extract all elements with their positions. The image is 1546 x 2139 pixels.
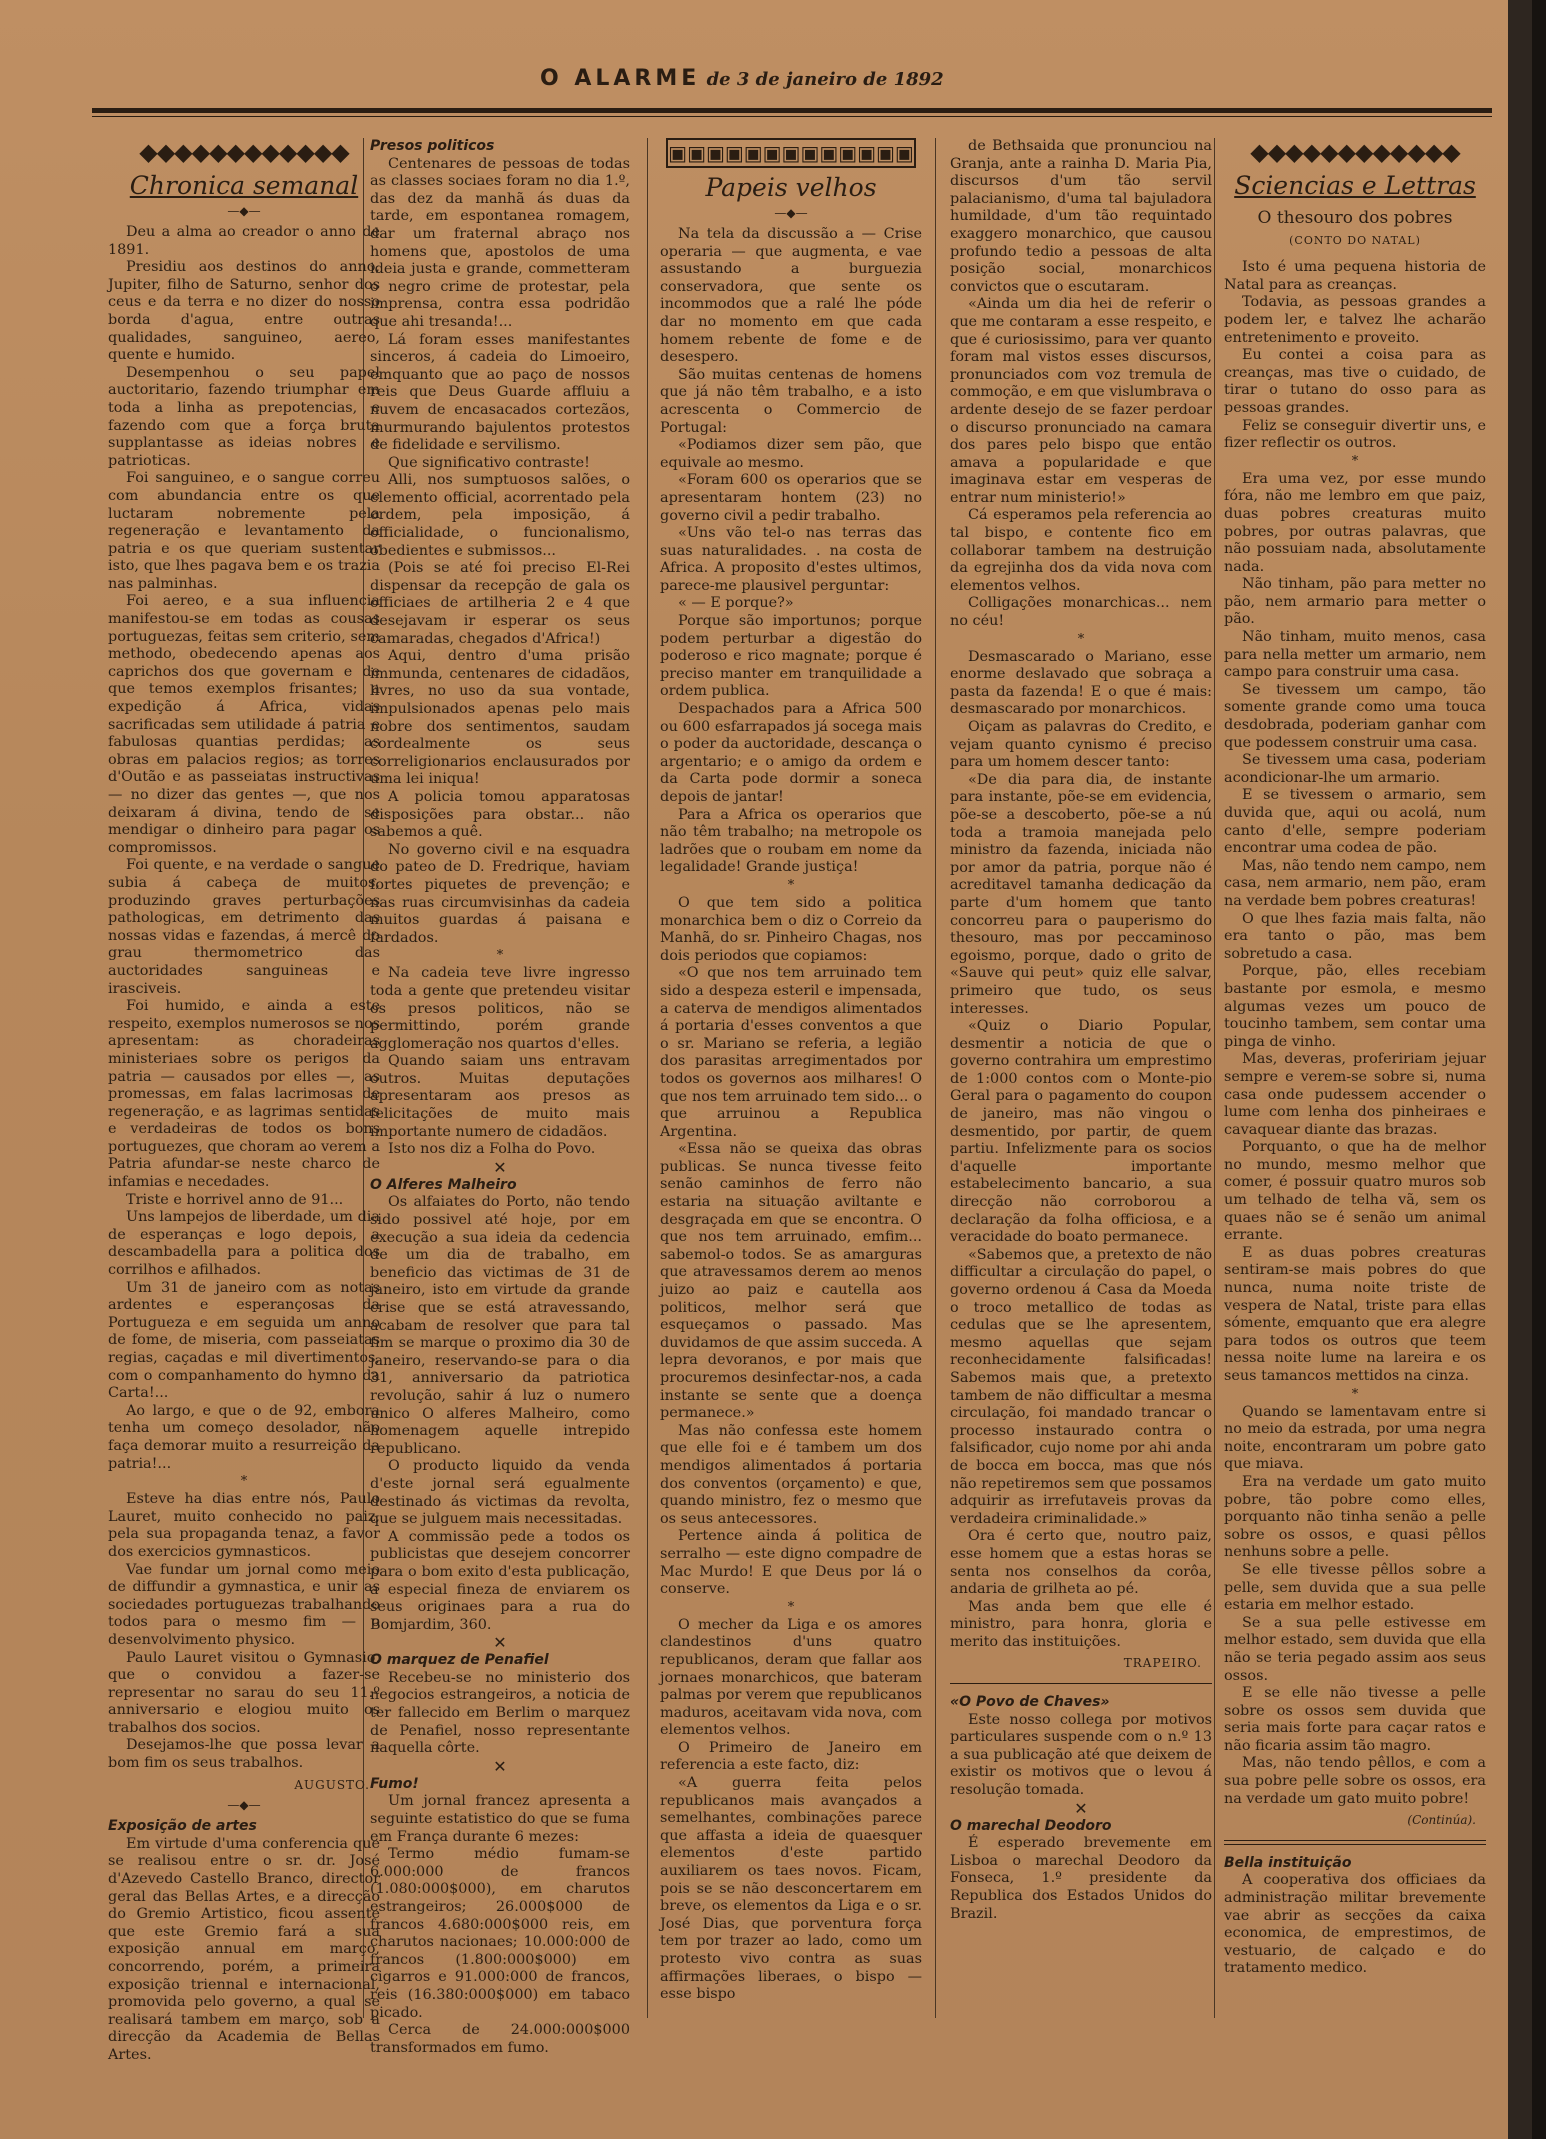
paragraph: Que significativo contraste! [388,454,590,471]
paragraph: Despachados para a Africa 500 ou 600 esfarrapados já socega mais o poder da auctoridade, descança o argentario; e o amigo da ordem e da Carta pode dormir a soneca depois de jantar! [660,701,922,805]
cross-separator: ✕ [1074,1798,1088,1818]
paragraph: Todavia, as pessoas grandes a podem ler, e talvez lhe acharão entretenimento e proveito. [1224,294,1486,346]
page-edge-dark [1532,0,1546,2139]
masthead-brand: O ALARME [540,66,701,91]
paragraph: O que tem sido a politica monarchica bem o diz o Correio da Manhã, do sr. Pinheiro Chagas, nos dois periodos que copiamos: [660,894,922,964]
paragraph: Foi aereo, e a sua influencia manifestou-se em todas as cousas portuguezas, feitas sem criterio, sem methodo, obedecendo apenas aos caprichos dos que governam e de que temos exemplos frisantes; a expedição á Africa, vidas sacrificadas sem utilidade á patria e fabulosas quantias perdidas; as obras em palacios regios; as torres d'Outão e as passeiatas instructivas — no dizer das gentes —, que nos deixaram á divina, tendo de se mendigar o dinheiro para pagar os compromissos. [108,593,380,856]
paragraph: Esteve ha dias entre nós, Paulo Lauret, muito conhecido no paiz, pela sua propaganda tenaz, a favor dos exercicios gymnasticos. [108,1491,380,1560]
column-5 [1224,138,1486,1978]
star-separator: * [1351,1386,1359,1402]
paragraph: (Pois se até foi preciso El-Rei dispensar da recepção de gala os officiaes de artilheria 2 e 4 que desejavam ir esperar os seus camaradas, chegados d'Africa!) [370,560,630,647]
section-title-chronica: Chronica semanal [129,171,359,200]
paragraph: Foi quente, e na verdade o sangue subia á cabeça de muitos, produzindo graves perturbações pathologicas, em detrimento das nossas vidas e fazendas, á mercê do grau thermometrico das auctoridades sanguineas e irasciveis. [108,857,380,997]
paragraph: Colligações monarchicas... nem no céu! [950,595,1212,630]
paragraph: Pertence ainda á politica de serralho — este digno compadre de Mac Murdo! E que Deus por lá o conserve. [660,1528,922,1598]
section-title-papeis: Papeis velhos [705,173,877,202]
section-rule [950,1683,1212,1684]
paragraph: Mas, deveras, profeririam jejuar sempre e verem-se sobre si, numa casa onde pudessem accender o lume com lenha dos pinheiraes e cavaquear diante das brazas. [1224,1051,1486,1138]
paragraph: Vae fundar um jornal como meio de diffundir a gymnastica, e unir as sociedades portuguezas trabalhando todos para o mesmo fim — o desenvolvimento physico. [108,1561,380,1648]
paragraph: Ao largo, e que o de 92, embora tenha um começo desolador, não faça demorar muito a resurreição da patria!... [108,1402,380,1472]
paragraph: Não tinham, muito menos, casa para nella metter um armario, nem campo para construir uma casa. [1224,629,1486,681]
paragraph: Triste e horrivel anno de 91... [126,1191,344,1208]
column-divider [647,138,648,2018]
paragraph: Isto nos diz a Folha do Povo. [388,1141,596,1158]
ornament-border: ◆◆◆◆◆◆◆◆◆◆◆◆ [139,138,349,166]
paragraph: Mas, não tendo nem campo, nem casa, nem armario, nem pão, eram na verdade bem pobres creaturas! [1224,857,1486,909]
paragraph: Eu contei a coisa para as creanças, mas tive o cuidado, de tirar o tutano do osso para as pessoas grandes. [1224,347,1486,416]
paragraph: Na cadeia teve livre ingresso toda a gente que pretendeu visitar os presos politicos, não se permittindo, porém grande agglomeração nos quartos d'elles. [370,965,630,1052]
paragraph: Mas anda bem que elle é ministro, para honra, gloria e merito das instituições. [950,1598,1212,1650]
paragraph: Isto é uma pequena historia de Natal para as creanças. [1224,259,1486,293]
title-divider: —◆— [774,206,808,220]
signature-trapeiro: TRAPEIRO. [1123,1656,1202,1671]
column-divider [935,138,936,2018]
greek-key-border: ▣▣▣▣▣▣▣▣▣▣▣▣▣ [666,138,916,168]
ornament-border: ◆◆◆◆◆◆◆◆◆◆◆◆ [1250,138,1460,166]
paragraph: Aqui, dentro d'uma prisão immunda, centenares de cidadãos, livres, no uso da sua vontade, impulsionados apenas pelo mais nobre dos sentimentos, saudam cordealmente os seus correligionarios enclausurados por uma lei iniqua! [370,648,630,788]
quote-paragraph: «Podiamos dizer sem pão, que equivale ao mesmo. [660,437,922,471]
headline-presos: Presos politicos [370,138,495,154]
paragraph: E se tivessem o armario, sem duvida que, aqui ou acolá, num canto d'elle, sempre poderiam encontrar uma codea de pão. [1224,787,1486,857]
paragraph: Ora é certo que, noutro paiz, esse homem que a estas horas se senta nos conselhos da corôa, andaria de grilheta ao pé. [950,1528,1212,1598]
paragraph: Presidiu aos destinos do anno, Jupiter, filho de Saturno, senhor dos ceus e da terra e no dizer do nosso borda d'agua, entre outras qualidades, sanguineo, aereo, quente e humido. [108,259,380,364]
paragraph: Um jornal francez apresenta a seguinte estatistico do que se fuma em França durante 6 mezes: [370,1793,630,1845]
paragraph: Se elle tivesse pêllos sobre a pelle, sem duvida que a sua pelle estaria em melhor estado. [1224,1561,1486,1614]
quote-paragraph: «Essa não se queixa das obras publicas. Se nunca tivesse feito senão caminhos de ferro não estaria na situação aviltante e desgraçada em que se encontra. O que nos tem arruinado, emfim... sabemol-o todos. Se as amarguras que atravessamos derem ao menos juizo ao paiz e cautella aos politicos, melhor será que esqueçamos o passado. Mas duvidamos de que assim succeda. A lepra devoranos, e por mais que procuremos desinfectar-nos, a cada instante se sente que a doença permanece.» [660,1141,922,1422]
paragraph: A policia tomou apparatosas disposições para obstar... não sabemos a quê. [370,788,630,841]
paragraph: Paulo Lauret visitou o Gymnasio, que o convidou a fazer-se representar no sarau do seu 11.º anniversario e elogiou muito os trabalhos dos socios. [108,1649,380,1736]
paragraph: São muitas centenas de homens que já não têm trabalho, e a isto acrescenta o Commercio de Portugal: [660,366,922,436]
masthead-date: de 3 de janeiro de 1892 [706,69,944,90]
column-1 [108,138,380,2065]
paragraph: O mecher da Liga e os amores clandestinos d'uns quatro republicanos, deram que fallar aos jornaes monarchicos, que bateram palmas por verem que republicanos maduros, aceitavam vida nova, com elementos velhos. [660,1616,922,1739]
quote-paragraph: « — E porque?» [678,595,794,612]
paragraph: Quando se lamentavam entre si no meio da estrada, por uma negra noite, encontraram um pobre gato que miava. [1224,1403,1486,1473]
paragraph: Oiçam as palavras do Credito, e vejam quanto cynismo é preciso para um homem descer tanto: [950,719,1212,771]
paragraph: Termo médio fumam-se 6.000:000 de francos (1.080:000$000), em charutos estrangeiros; 26.000$000 de francos 4.680:000$000 reis, em charutos nacionaes; 10.000:000 de francos (1.800:000$000) em cigarros e 91.000:000 de francos, reis (16.380:000$000) em tabaco picado. [370,1846,630,2021]
paragraph: Se a sua pelle estivesse em melhor estado, sem duvida que ella não se teria pegado assim aos seus ossos. [1224,1614,1486,1684]
cross-separator: ✕ [493,1157,507,1177]
quote-paragraph: «Foram 600 os operarios que se apresentaram hontem (23) no governo civil a pedir trabalho. [660,472,922,524]
paragraph: A cooperativa dos officiaes da administração militar brevemente vae abrir as secções da caixa economica, de emprestimos, de vestuario, de calçado e do tratamento medico. [1224,1872,1486,1977]
paragraph: A commissão pede a todos os publicistas que desejem concorrer para o bom exito d'esta publicação, a especial fineza de enviarem os seus originaes para a rua do Bomjardim, 360. [370,1528,630,1633]
paragraph: Foi humido, e ainda a este respeito, exemplos numerosos se nos apresentam: as choradeiras ministeriaes sobre os perigos da patria — causados por elles —, as promessas, em falas lacrimosas de regeneração, e as lagrimas sentidas e verdadeiras de todos os bons portuguezes, que choram ao verem a Patria afundar-se neste charco de infamias e necedades. [108,998,380,1191]
paragraph: Não tinham, pão para metter no pão, nem armario para metter o pão. [1224,576,1486,628]
cross-separator: ✕ [493,1633,507,1653]
header-rule [92,108,1492,113]
headline-alferes: O Alferes Malheiro [370,1176,517,1193]
paragraph: Quando saiam uns entravam outros. Muitas deputações apresentaram aos presos as felicitações de muito mais importante numero de cidadãos. [370,1053,630,1140]
paragraph: Alli, nos sumptuosos salões, o elemento official, acorrentado pela ordem, pela imposição, á officialidade, o funcionalismo, obedientes e submissos... [370,472,630,559]
column-divider [1214,138,1215,2018]
quote-paragraph: «A guerra feita pelos republicanos mais avançados a semelhantes, combinações parece que affasta a ideia de quaesquer elementos d'este partido auxiliarem os taes novos. Ficam, pois se se não desconcertarem em breve, os elementos da Liga e o sr. José Dias, que porventura força tem por trazer ao lado, como um protesto vivo contra as suas affirmações liberaes, o bispo — esse bispo [660,1775,922,2003]
section-rule [1224,1840,1486,1845]
paragraph: Porque, pão, elles recebiam bastante por esmola, e mesmo algumas vezes um pouco de toucinho tambem, sem contar uma pinga de vinho. [1224,963,1486,1050]
signature-augusto: AUGUSTO. [294,1777,370,1792]
paragraph: Porquanto, o que ha de melhor no mundo, mesmo melhor que comer, é possuir quatro muros sob um telhado de telha vã, sem os quaes não se é senão um animal errante. [1224,1139,1486,1244]
cross-separator: ✕ [493,1756,507,1776]
chronica-body [108,224,380,1473]
headline-povo-chaves: «O Povo de Chaves» [950,1694,1110,1711]
paragraph: Se tivessem um campo, tão somente grande como uma touca desdobrada, poderiam ganhar com que podessem construir uma casa. [1224,681,1486,751]
paragraph: E se elle não tivesse a pelle sobre os ossos sem duvida que seria mais forte para caçar ratos e não ficaria assim tão magro. [1224,1685,1486,1754]
star-separator: * [1077,631,1085,647]
column-4 [950,138,1212,1923]
paragraph: Este nosso collega por motivos particulares suspende com o n.º 13 a sua publicação até que deixem de existir os motivos que o levou á resolução tomada. [950,1711,1212,1799]
paragraph: Mas, não tendo pêllos, e com a sua pobre pelle sobre os ossos, era na verdade um gato muito pobre! [1224,1755,1486,1807]
star-separator: * [240,1474,248,1490]
quote-paragraph: «Quiz o Diario Popular, desmentir a noticia de que o governo contrahira um emprestimo de 1:000 contos com o Monte-pio Geral para o pagamento do coupon de janeiro, mas não vingou o desmentido, por partir, de quem partiu. Infelizmente para os socios d'aquelle importante estabelecimento bancario, a sua direcção não corroborou a declaração da folha officiosa, e a veracidade do boato permanece. [950,1018,1212,1246]
paragraph: Na tela da discussão a — Crise operaria — que augmenta, e vae assustando a burguezia conservadora, que sente os incommodos que a ralé lhe póde dar no momento em que cada homem rebente de fome e de desespero. [660,226,922,366]
headline-fumo: Fumo! [370,1775,419,1792]
column-2 [370,138,630,2057]
paragraph: Em virtude d'uma conferencia que se realisou entre o sr. dr. José d'Azevedo Castello Branco, director geral das Bellas Artes, e a direcção do Gremio Artistico, ficou assente que este Gremio fará a sua exposição annual em março, concorrendo, porém, a primeira exposição triennal e internacional, promovida pelo governo, a qual se realisará tambem em março, sob a direcção da Academia de Bellas Artes. [108,1835,380,2063]
paragraph: Desempenhou o seu papel auctoritario, fazendo triumphar em toda a linha as prepotencias, e fazendo com que a força bruta supplantasse as ideias nobres e patrioticas. [108,364,380,469]
paragraph: E as duas pobres creaturas sentiram-se mais pobres do que nunca, numa noite triste de vespera de Natal, triste para ellas sómente, emquanto que era alegre para todos os outros que teem nessa noite lume na lareira e os seus tamancos mettidos na cinza. [1224,1244,1486,1384]
star-separator: * [787,1599,795,1615]
quote-paragraph: «Sabemos que, a pretexto de não difficultar a circulação do papel, o governo ordenou á Casa da Moeda o troco metallico de todas as cedulas que se lhe apresentem, mesmo aquellas que sejam reconhecidamente falsificadas! Sabemos mais que, a pretexto tambem de não difficultar a mesma circulação, foi mandado trancar o processo instaurado contra o falsificador, cujo nome por ahi anda de bocca em bocca, mas que nós não repetiremos sem que possamos adquirir as irrefutaveis provas da verdadeira criminalidade.» [950,1246,1212,1527]
header-rule-thin [92,116,1492,117]
headline-marquez: O marquez de Penafiel [370,1652,549,1669]
paragraph: É esperado brevemente em Lisboa o marechal Deodoro da Fonseca, 1.º presidente da Republica dos Estados Unidos do Brazil. [950,1835,1212,1922]
paragraph: Porque são importunos; porque podem perturbar a digestão do poderoso e rico magnate; porque é preciso manter em tranquilidade a ordem publica. [660,613,922,700]
paragraph: Foi sanguineo, e o sangue correu com abundancia entre os que luctaram nobremente pela regeneração e levantamento da patria e os que queriam sustentar isto, que lhes pagava bem e os trazia nas palminhas. [108,470,380,592]
story-kicker: (CONTO DO NATAL) [1289,233,1421,247]
quote-paragraph: «O que nos tem arruinado tem sido a despeza esteril e impensada, a caterva de mendigos alimentados á portaria d'esses conventos a que o sr. Mariano se referia, a legião dos parasitas arregimentados por todos os governos aos milhares! O que nos tem arruinado tem sido... o que arruinou a Republica Argentina. [660,965,922,1140]
paragraph: Recebeu-se no ministerio dos negocios estrangeiros, a noticia de ter fallecido em Berlim o marquez de Penafiel, nosso representante naquella côrte. [370,1669,630,1757]
section-divider: —◆— [227,1798,261,1813]
paragraph: O que lhes fazia mais falta, não era tanto o pão, mas bem sobretudo a casa. [1224,910,1486,962]
quote-paragraph: «Ainda um dia hei de referir o que me contaram a esse respeito, e que é curiosissimo, para ver quanto foram mal vistos esses discursos, pronunciados com voz tremula de commoção, e em que vislumbrava o ardente desejo de se fazer perdoar o discurso pronunciado na camara dos pares pelo bispo que então amava a popularidade e que imaginava estar em vesperas de entrar num ministerio!» [950,296,1212,506]
paragraph: O Primeiro de Janeiro em referencia a este facto, diz: [660,1739,922,1774]
headline-exposicao: Exposição de artes [108,1818,257,1835]
paragraph: Um 31 de janeiro com as notas ardentes e esperançosas da Portugueza e em seguida um anno de fome, de miseria, com passeiatas regias, caçadas e mil divertimentos, com o companhamento do hymno da Carta!... [108,1279,380,1402]
paragraph: Era uma vez, por esse mundo fóra, não me lembro em que paiz, duas pobres creaturas muito pobres, por outras palavras, que não possuiam nada, absolutamente nada. [1224,470,1486,575]
paragraph: Cá esperamos pela referencia ao tal bispo, e contente fico em collaborar tambem na destruição da egrejinha dos da vida nova com elementos velhos. [950,507,1212,594]
headline-bella: Bella instituição [1224,1854,1352,1871]
paragraph: Os alfaiates do Porto, não tendo sido possivel até hoje, por em execução a sua ideia da cedencia de um dia de trabalho, em beneficio das victimas de 31 de janeiro, isto em virtude da grande crise que se está atravessando, acabam de resolver que para tal fim se marque o proximo dia 30 de janeiro, reservando-se para o dia 31, anniversario da patriotica revolução, sahir á luz o numero unico O alferes Malheiro, como homenagem aquelle intrepido republicano. [370,1194,630,1457]
star-separator: * [787,877,795,893]
paragraph: Para a Africa os operarios que não têm trabalho; na metropole os ladrões que o roubam em nome da legalidade! Grande justiça! [660,806,922,876]
quote-paragraph: «De dia para dia, de instante para instante, põe-se em evidencia, põe-se a descoberto, põe-se a nú toda a tramoia manejada pelo ministro da fazenda, iniciada não por amor da patria, porque não é acreditavel tamanha dedicação da parte d'um homem que tanto concorreu para o pauperismo do thesouro, mas por peccaminoso egoismo, porque, dado o grito de «Sauve qui peut» quiz elle salvar, primeiro que tudo, os seus interesses. [950,771,1212,1017]
paragraph: de Bethsaida que pronunciou na Granja, ante a rainha D. Maria Pia, discursos d'um tão servil palacianismo, d'uma tal bajuladora humildade, d'um tão requintado exaggero monarchico, que causou profundo tedio a pessoas de alta posição social, monarchicos convictos que o escutaram. [950,138,1212,295]
column-3 [660,138,922,2004]
star-separator: * [496,948,504,964]
paragraph: Uns lampejos de liberdade, um dia de esperanças e logo depois, a descambadella para a politica dos corrilhos e afilhados. [108,1209,380,1279]
quote-paragraph: «Uns vão tel-o nas terras das suas naturalidades. . na costa de Africa. A proposito d'estes ultimos, parece-me plausivel perguntar: [660,525,922,594]
paragraph: Desejamos-lhe que possa levar a bom fim os seus trabalhos. [108,1737,380,1772]
paragraph: Deu a alma ao creador o anno de 1891. [108,224,380,258]
paragraph: Cerca de 24.000:000$000 transformados em fumo. [370,2022,630,2056]
paragraph: Era na verdade um gato muito pobre, tão pobre como elles, porquanto não tinha senão a pelle sobre os ossos, e quasi pêllos nenhuns sobre a pelle. [1224,1473,1486,1561]
paragraph: Se tivessem uma casa, poderiam acondicionar-lhe um armario. [1224,752,1486,786]
paragraph: O producto liquido da venda d'este jornal será egualmente destinado ás victimas da revolta, que se julguem mais necessitadas. [370,1458,630,1528]
title-divider: —◆— [227,204,261,218]
continua-note: (Continúa). [1407,1813,1476,1828]
headline-marechal: O marechal Deodoro [950,1817,1112,1834]
paragraph: Feliz se conseguir divertir uns, e fizer reflectir os outros. [1224,417,1486,452]
paragraph: Desmascarado o Mariano, esse enorme deslavado que sobraça a pasta da fazenda! E o que é mais: desmascarado por monarchicos. [950,648,1212,718]
paragraph: Centenares de pessoas de todas as classes sociaes foram no dia 1.º, das dez da manhã ás duas da tarde, em espontanea romagem, dar um fraternal abraço nos homens que, apostolos de uma ideia justa e grande, commetteram o negro crime de protestar, pela imprensa, contra essa podridão que ahi tresanda!... [370,155,630,330]
story-title: O thesouro dos pobres [1257,208,1453,228]
section-title-sciencias: Sciencias e Lettras [1234,171,1476,200]
paragraph: No governo civil e na esquadra do pateo de D. Fredrique, haviam fortes piquetes de prevenção; e nas ruas circumvisinhas da cadeia muitos guardas á paisana e fardados. [370,841,630,946]
star-separator: * [1351,453,1359,469]
masthead [540,66,1100,96]
paragraph: Lá foram esses manifestantes sinceros, á cadeia do Limoeiro, emquanto que ao paço de nossos reis que Deus Guarde affluiu a nuvem de encasacados cortezãos, murmurando bajulentos protestos de fidelidade e servilismo. [370,331,630,454]
paragraph: Mas não confessa este homem que elle foi e é tambem um dos mendigos alimentados á portaria dos conventos (orçamento) e que, quando ministro, fez o mesmo que os seus antecessores. [660,1422,922,1527]
